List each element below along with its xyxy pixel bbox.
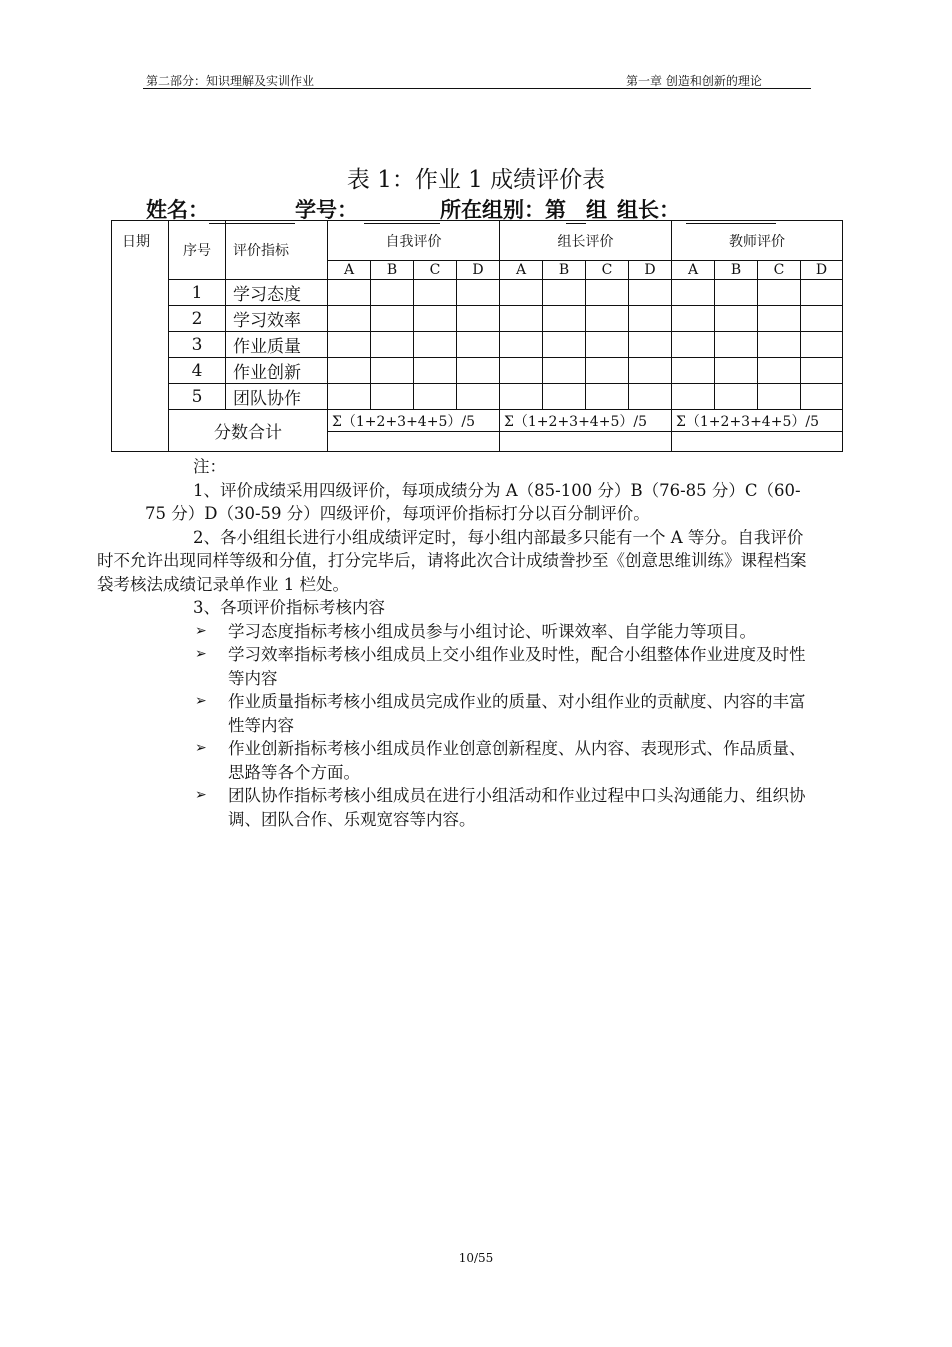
table-row <box>112 332 843 358</box>
score-cell[interactable] <box>586 358 629 384</box>
teacher-grade-c-header: C <box>758 261 801 280</box>
leader-grade-a-header: A <box>500 261 543 280</box>
teacher-grade-b-header: B <box>715 261 758 280</box>
self-grade-a-header: A <box>328 261 371 280</box>
bullet-text: 学习态度指标考核小组成员参与小组讨论、听课效率、自学能力等项目。 <box>228 621 756 641</box>
score-cell[interactable] <box>500 384 543 410</box>
score-cell[interactable] <box>457 280 500 306</box>
self-eval-header: 自我评价 <box>328 221 500 261</box>
score-cell[interactable] <box>758 306 801 332</box>
note-2: 2、各小组组长进行小组成绩评定时，每小组内部最多只能有一个 A 等分。自我评价时不允许出现同样等级和分值，打分完毕后，请将此次合计成绩誊抄至《创意思维训练》课程档案袋考核法成绩记录单作业 1 栏处。 <box>97 527 807 594</box>
date-header: 日期 <box>112 221 169 280</box>
group-suffix: 组 <box>586 197 607 222</box>
indicator-name: 团队协作 <box>226 384 328 410</box>
table-title: 表 1：作业 1 成绩评价表 <box>346 167 606 193</box>
score-cell[interactable] <box>715 332 758 358</box>
score-cell[interactable] <box>672 332 715 358</box>
score-cell[interactable] <box>500 358 543 384</box>
leader-grade-d-header: D <box>629 261 672 280</box>
leader-total-formula: Σ（1+2+3+4+5）/5 <box>500 410 672 432</box>
score-cell[interactable] <box>543 306 586 332</box>
score-cell[interactable] <box>758 280 801 306</box>
score-cell[interactable] <box>672 280 715 306</box>
score-cell[interactable] <box>500 332 543 358</box>
header-rule <box>143 88 811 89</box>
score-cell[interactable] <box>672 384 715 410</box>
score-cell[interactable] <box>715 280 758 306</box>
score-cell[interactable] <box>414 358 457 384</box>
score-cell[interactable] <box>414 280 457 306</box>
criteria-bullet-list <box>145 620 810 832</box>
leader-eval-header: 组长评价 <box>500 221 672 261</box>
score-cell[interactable] <box>371 332 414 358</box>
score-cell[interactable] <box>672 358 715 384</box>
score-cell[interactable] <box>371 280 414 306</box>
self-total-formula: Σ（1+2+3+4+5）/5 <box>328 410 500 432</box>
indicator-name: 学习效率 <box>226 306 328 332</box>
score-cell[interactable] <box>457 332 500 358</box>
score-cell[interactable] <box>586 384 629 410</box>
score-cell[interactable] <box>801 358 843 384</box>
evaluation-table <box>111 220 843 452</box>
indicator-name: 作业创新 <box>226 358 328 384</box>
seq-header: 序号 <box>169 221 226 280</box>
bullet-text: 学习效率指标考核小组成员上交小组作业及时性，配合小组整体作业进度及时性等内容 <box>228 645 806 688</box>
leader-label: 组长： <box>617 197 680 222</box>
score-cell[interactable] <box>758 332 801 358</box>
score-cell[interactable] <box>543 332 586 358</box>
score-cell[interactable] <box>414 332 457 358</box>
arrow-bullet-icon: ➢ <box>195 787 207 803</box>
arrow-bullet-icon: ➢ <box>195 646 207 662</box>
leader-grade-b-header: B <box>543 261 586 280</box>
score-cell[interactable] <box>371 384 414 410</box>
teacher-total-value[interactable] <box>672 432 843 452</box>
score-cell[interactable] <box>629 280 672 306</box>
score-cell[interactable] <box>801 384 843 410</box>
id-label: 学号： <box>295 197 358 222</box>
criteria-bullet <box>145 737 810 784</box>
score-cell[interactable] <box>414 306 457 332</box>
score-cell[interactable] <box>371 306 414 332</box>
name-label: 姓名： <box>146 197 209 222</box>
score-cell[interactable] <box>758 384 801 410</box>
row-number: 5 <box>169 384 226 410</box>
row-number: 4 <box>169 358 226 384</box>
score-cell[interactable] <box>629 358 672 384</box>
teacher-grade-a-header: A <box>672 261 715 280</box>
score-cell[interactable] <box>371 358 414 384</box>
score-cell[interactable] <box>543 358 586 384</box>
self-grade-c-header: C <box>414 261 457 280</box>
score-cell[interactable] <box>457 384 500 410</box>
score-cell[interactable] <box>500 280 543 306</box>
score-cell[interactable] <box>758 358 801 384</box>
self-grade-d-header: D <box>457 261 500 280</box>
score-cell[interactable] <box>328 358 371 384</box>
self-total-value[interactable] <box>328 432 500 452</box>
score-cell[interactable] <box>629 332 672 358</box>
page-number: 10/55 <box>458 1251 494 1265</box>
score-cell[interactable] <box>500 306 543 332</box>
score-cell[interactable] <box>715 306 758 332</box>
group-label: 所在组别：第 <box>440 197 566 222</box>
score-cell[interactable] <box>328 332 371 358</box>
criteria-bullet <box>145 643 810 690</box>
running-header-left: 第二部分：知识理解及实训作业 <box>146 74 315 88</box>
score-cell[interactable] <box>414 384 457 410</box>
score-cell[interactable] <box>586 280 629 306</box>
teacher-total-formula: Σ（1+2+3+4+5）/5 <box>672 410 843 432</box>
score-cell[interactable] <box>543 384 586 410</box>
leader-total-value[interactable] <box>500 432 672 452</box>
self-grade-b-header: B <box>371 261 414 280</box>
arrow-bullet-icon: ➢ <box>195 740 207 756</box>
arrow-bullet-icon: ➢ <box>195 622 207 639</box>
notes-heading: 注： <box>193 457 226 476</box>
bullet-text: 团队协作指标考核小组成员在进行小组活动和作业过程中口头沟通能力、组织协调、团队合作、乐观宽容等内容。 <box>228 786 806 829</box>
teacher-grade-d-header: D <box>801 261 843 280</box>
indicator-header: 评价指标 <box>226 221 328 280</box>
score-cell[interactable] <box>543 280 586 306</box>
note-1: 1、评价成绩采用四级评价，每项成绩分为 A（85-100 分）B（76-85 分）C（60-75 分）D（30-59 分）四级评价，每项评价指标打分以百分制评价。 <box>145 480 801 523</box>
bullet-text: 作业创新指标考核小组成员作业创意创新程度、从内容、表现形式、作品质量、思路等各个方面。 <box>228 739 806 782</box>
criteria-bullet <box>145 620 810 644</box>
row-number: 2 <box>169 306 226 332</box>
table-row <box>112 306 843 332</box>
leader-grade-c-header: C <box>586 261 629 280</box>
score-cell[interactable] <box>629 306 672 332</box>
score-cell[interactable] <box>715 384 758 410</box>
score-cell[interactable] <box>715 358 758 384</box>
bullet-text: 作业质量指标考核小组成员完成作业的质量、对小组作业的贡献度、内容的丰富性等内容 <box>228 692 806 735</box>
table-row <box>112 358 843 384</box>
teacher-eval-header: 教师评价 <box>672 221 843 261</box>
score-cell[interactable] <box>457 358 500 384</box>
row-number: 3 <box>169 332 226 358</box>
score-cell[interactable] <box>328 384 371 410</box>
score-cell[interactable] <box>801 332 843 358</box>
score-cell[interactable] <box>328 306 371 332</box>
criteria-bullet <box>145 690 810 737</box>
table-row <box>112 384 843 410</box>
score-cell[interactable] <box>629 384 672 410</box>
note-3: 3、各项评价指标考核内容 <box>193 598 385 617</box>
score-cell[interactable] <box>457 306 500 332</box>
score-cell[interactable] <box>586 332 629 358</box>
notes-section <box>97 455 810 831</box>
score-cell[interactable] <box>328 280 371 306</box>
criteria-bullet <box>145 784 810 831</box>
total-label: 分数合计 <box>169 410 328 452</box>
score-cell[interactable] <box>672 306 715 332</box>
indicator-name: 学习态度 <box>226 280 328 306</box>
row-number: 1 <box>169 280 226 306</box>
indicator-name: 作业质量 <box>226 332 328 358</box>
arrow-bullet-icon: ➢ <box>195 693 207 709</box>
table-row <box>112 280 843 306</box>
date-cell[interactable] <box>112 280 169 452</box>
score-cell[interactable] <box>586 306 629 332</box>
score-cell[interactable] <box>801 306 843 332</box>
score-cell[interactable] <box>801 280 843 306</box>
running-header-right: 第一章 创造和创新的理论 <box>626 74 762 88</box>
